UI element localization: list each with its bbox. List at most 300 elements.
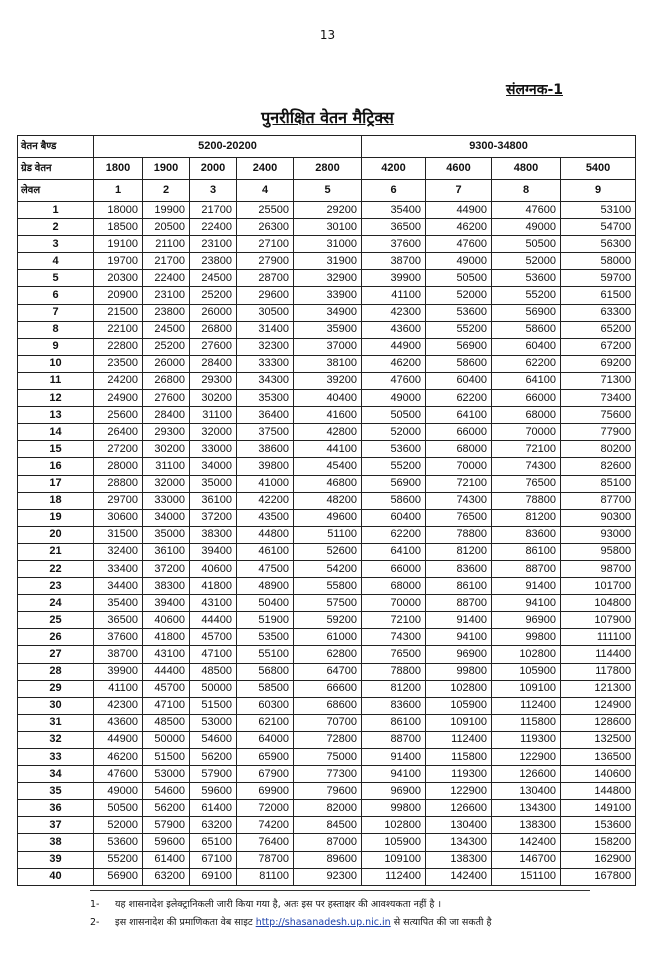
level-row [18, 180, 636, 202]
pay-value-cell: 112400 [362, 868, 426, 885]
table-row [18, 612, 636, 629]
pay-value-cell: 43600 [94, 714, 143, 731]
pay-value-cell: 46800 [294, 475, 362, 492]
pay-value-cell: 53000 [190, 714, 237, 731]
row-index-cell: 24 [18, 595, 94, 612]
row-index-cell: 31 [18, 714, 94, 731]
pay-value-cell: 29700 [94, 492, 143, 509]
pay-value-cell: 65900 [237, 749, 294, 766]
pay-value-cell: 70700 [294, 714, 362, 731]
pay-band-2: 9300-34800 [362, 136, 636, 158]
pay-value-cell: 52000 [426, 287, 492, 304]
pay-value-cell: 36100 [143, 543, 190, 560]
footnote-1 [90, 897, 441, 910]
pay-value-cell: 64100 [426, 407, 492, 424]
pay-value-cell: 111100 [561, 629, 636, 646]
pay-value-cell: 109100 [362, 851, 426, 868]
pay-value-cell: 44800 [237, 526, 294, 543]
pay-value-cell: 82600 [561, 458, 636, 475]
pay-value-cell: 83600 [426, 560, 492, 577]
pay-value-cell: 28400 [190, 355, 237, 372]
pay-value-cell: 39800 [237, 458, 294, 475]
pay-value-cell: 82000 [294, 800, 362, 817]
pay-value-cell: 40600 [143, 612, 190, 629]
verification-link[interactable]: http://shasanadesh.up.nic.in [255, 917, 391, 928]
pay-value-cell: 96900 [492, 612, 561, 629]
pay-value-cell: 18500 [94, 219, 143, 236]
footnote-2 [90, 915, 492, 928]
row-index-cell: 3 [18, 236, 94, 253]
pay-value-cell: 99800 [426, 663, 492, 680]
pay-value-cell: 96900 [426, 646, 492, 663]
row-index-cell: 20 [18, 526, 94, 543]
pay-value-cell: 40600 [190, 560, 237, 577]
pay-value-cell: 65100 [190, 834, 237, 851]
level-header-cell: 3 [190, 180, 237, 202]
pay-value-cell: 138300 [492, 817, 561, 834]
pay-value-cell: 39900 [362, 270, 426, 287]
pay-value-cell: 47600 [492, 202, 561, 219]
pay-value-cell: 32000 [190, 424, 237, 441]
pay-value-cell: 48500 [143, 714, 190, 731]
pay-value-cell: 55200 [426, 321, 492, 338]
pay-value-cell: 53600 [492, 270, 561, 287]
pay-value-cell: 44100 [294, 441, 362, 458]
pay-value-cell: 28800 [94, 475, 143, 492]
pay-value-cell: 41100 [94, 680, 143, 697]
table-row [18, 629, 636, 646]
pay-value-cell: 29600 [237, 287, 294, 304]
pay-value-cell: 54700 [561, 219, 636, 236]
pay-value-cell: 45700 [143, 680, 190, 697]
pay-value-cell: 23500 [94, 355, 143, 372]
pay-value-cell: 90300 [561, 509, 636, 526]
pay-value-cell: 50500 [362, 407, 426, 424]
pay-value-cell: 78700 [237, 851, 294, 868]
pay-value-cell: 28700 [237, 270, 294, 287]
row-index-cell: 11 [18, 372, 94, 389]
pay-value-cell: 24500 [143, 321, 190, 338]
pay-value-cell: 54600 [143, 783, 190, 800]
pay-value-cell: 31500 [94, 526, 143, 543]
pay-value-cell: 23100 [190, 236, 237, 253]
pay-value-cell: 61400 [190, 800, 237, 817]
pay-value-cell: 46200 [426, 219, 492, 236]
pay-value-cell: 59600 [190, 783, 237, 800]
pay-value-cell: 28000 [94, 458, 143, 475]
pay-value-cell: 95800 [561, 543, 636, 560]
pay-value-cell: 44900 [94, 731, 143, 748]
pay-value-cell: 63300 [561, 304, 636, 321]
pay-value-cell: 72100 [362, 612, 426, 629]
pay-value-cell: 84500 [294, 817, 362, 834]
pay-value-cell: 74300 [362, 629, 426, 646]
pay-value-cell: 61000 [294, 629, 362, 646]
pay-value-cell: 21700 [190, 202, 237, 219]
table-row [18, 253, 636, 270]
pay-value-cell: 140600 [561, 766, 636, 783]
pay-value-cell: 51100 [294, 526, 362, 543]
grade-pay-cell: 4200 [362, 158, 426, 180]
table-row [18, 680, 636, 697]
pay-value-cell: 87700 [561, 492, 636, 509]
pay-value-cell: 71300 [561, 372, 636, 389]
pay-value-cell: 22100 [94, 321, 143, 338]
footnote-2-text: इस शासनादेश की प्रमाणिकता वेब साइट [115, 917, 253, 928]
pay-value-cell: 26000 [143, 355, 190, 372]
pay-value-cell: 63200 [143, 868, 190, 885]
pay-value-cell: 38300 [143, 578, 190, 595]
pay-value-cell: 119300 [426, 766, 492, 783]
pay-value-cell: 102800 [362, 817, 426, 834]
pay-value-cell: 45400 [294, 458, 362, 475]
pay-value-cell: 32000 [143, 475, 190, 492]
pay-value-cell: 86100 [362, 714, 426, 731]
pay-value-cell: 20500 [143, 219, 190, 236]
pay-value-cell: 76500 [426, 509, 492, 526]
pay-value-cell: 36500 [362, 219, 426, 236]
row-index-cell: 16 [18, 458, 94, 475]
pay-value-cell: 51900 [237, 612, 294, 629]
pay-value-cell: 38700 [94, 646, 143, 663]
pay-value-cell: 26800 [190, 321, 237, 338]
pay-value-cell: 91400 [426, 612, 492, 629]
pay-value-cell: 98700 [561, 560, 636, 577]
pay-value-cell: 26400 [94, 424, 143, 441]
pay-value-cell: 64100 [492, 372, 561, 389]
pay-value-cell: 88700 [426, 595, 492, 612]
pay-value-cell: 33400 [94, 560, 143, 577]
pay-value-cell: 105900 [426, 697, 492, 714]
footnote-1-text: यह शासनादेश इलेक्ट्रानिकली जारी किया गया है, अतः इस पर हस्ताक्षर की आवश्यकता नहीं है । [115, 899, 442, 910]
pay-value-cell: 65200 [561, 321, 636, 338]
pay-value-cell: 46200 [94, 749, 143, 766]
pay-value-cell: 61500 [561, 287, 636, 304]
grade-pay-cell: 4800 [492, 158, 561, 180]
row-index-cell: 32 [18, 731, 94, 748]
pay-value-cell: 53600 [426, 304, 492, 321]
pay-value-cell: 24200 [94, 372, 143, 389]
pay-value-cell: 24900 [94, 390, 143, 407]
pay-value-cell: 30100 [294, 219, 362, 236]
pay-value-cell: 30500 [237, 304, 294, 321]
pay-value-cell: 66000 [492, 390, 561, 407]
table-row [18, 578, 636, 595]
pay-value-cell: 69200 [561, 355, 636, 372]
pay-value-cell: 105900 [492, 663, 561, 680]
pay-value-cell: 167800 [561, 868, 636, 885]
pay-value-cell: 29200 [294, 202, 362, 219]
pay-value-cell: 66000 [426, 424, 492, 441]
pay-value-cell: 72100 [426, 475, 492, 492]
table-row [18, 509, 636, 526]
row-index-cell: 25 [18, 612, 94, 629]
pay-band-1: 5200-20200 [94, 136, 362, 158]
pay-value-cell: 25200 [143, 338, 190, 355]
pay-value-cell: 88700 [362, 731, 426, 748]
pay-value-cell: 25200 [190, 287, 237, 304]
pay-value-cell: 91400 [362, 749, 426, 766]
grade-pay-label: ग्रेड वेतन [18, 158, 94, 180]
row-index-cell: 27 [18, 646, 94, 663]
table-row [18, 646, 636, 663]
pay-value-cell: 126600 [492, 766, 561, 783]
table-row [18, 390, 636, 407]
pay-value-cell: 78800 [492, 492, 561, 509]
pay-value-cell: 68600 [294, 697, 362, 714]
pay-value-cell: 39400 [190, 543, 237, 560]
pay-value-cell: 76500 [362, 646, 426, 663]
pay-value-cell: 44900 [426, 202, 492, 219]
pay-value-cell: 30600 [94, 509, 143, 526]
pay-value-cell: 52000 [94, 817, 143, 834]
pay-value-cell: 50500 [426, 270, 492, 287]
pay-value-cell: 101700 [561, 578, 636, 595]
level-header-cell: 8 [492, 180, 561, 202]
row-index-cell: 37 [18, 817, 94, 834]
pay-value-cell: 33300 [237, 355, 294, 372]
pay-value-cell: 58500 [237, 680, 294, 697]
row-index-cell: 40 [18, 868, 94, 885]
pay-value-cell: 52000 [492, 253, 561, 270]
pay-value-cell: 22400 [190, 219, 237, 236]
pay-value-cell: 79600 [294, 783, 362, 800]
pay-value-cell: 48200 [294, 492, 362, 509]
pay-value-cell: 23800 [143, 304, 190, 321]
pay-value-cell: 60400 [362, 509, 426, 526]
pay-value-cell: 19100 [94, 236, 143, 253]
pay-value-cell: 74200 [237, 817, 294, 834]
pay-value-cell: 41600 [294, 407, 362, 424]
pay-value-cell: 27600 [143, 390, 190, 407]
table-row [18, 458, 636, 475]
pay-value-cell: 43500 [237, 509, 294, 526]
pay-value-cell: 114400 [561, 646, 636, 663]
pay-value-cell: 56900 [426, 338, 492, 355]
pay-value-cell: 88700 [492, 560, 561, 577]
pay-value-cell: 76400 [237, 834, 294, 851]
pay-value-cell: 55200 [492, 287, 561, 304]
pay-value-cell: 34900 [294, 304, 362, 321]
pay-value-cell: 53000 [143, 766, 190, 783]
pay-value-cell: 83600 [492, 526, 561, 543]
pay-matrix-body [18, 202, 636, 886]
pay-value-cell: 57500 [294, 595, 362, 612]
pay-value-cell: 60400 [426, 372, 492, 389]
row-index-cell: 36 [18, 800, 94, 817]
pay-value-cell: 76500 [492, 475, 561, 492]
pay-value-cell: 124900 [561, 697, 636, 714]
pay-value-cell: 38600 [237, 441, 294, 458]
pay-value-cell: 55100 [237, 646, 294, 663]
pay-value-cell: 51500 [190, 697, 237, 714]
pay-value-cell: 62200 [426, 390, 492, 407]
grade-pay-cell: 2000 [190, 158, 237, 180]
table-row [18, 817, 636, 834]
pay-value-cell: 56900 [94, 868, 143, 885]
pay-value-cell: 26000 [190, 304, 237, 321]
pay-value-cell: 149100 [561, 800, 636, 817]
pay-value-cell: 33000 [143, 492, 190, 509]
pay-value-cell: 64000 [237, 731, 294, 748]
table-row [18, 868, 636, 885]
pay-value-cell: 37200 [190, 509, 237, 526]
row-index-cell: 35 [18, 783, 94, 800]
pay-value-cell: 112400 [426, 731, 492, 748]
table-row [18, 595, 636, 612]
row-index-cell: 9 [18, 338, 94, 355]
table-row [18, 202, 636, 219]
pay-value-cell: 70000 [492, 424, 561, 441]
pay-value-cell: 132500 [561, 731, 636, 748]
row-index-cell: 5 [18, 270, 94, 287]
row-index-cell: 1 [18, 202, 94, 219]
table-row [18, 543, 636, 560]
pay-value-cell: 37600 [94, 629, 143, 646]
pay-value-cell: 49000 [362, 390, 426, 407]
pay-value-cell: 87000 [294, 834, 362, 851]
pay-value-cell: 41100 [362, 287, 426, 304]
pay-value-cell: 31900 [294, 253, 362, 270]
pay-value-cell: 54200 [294, 560, 362, 577]
pay-value-cell: 112400 [492, 697, 561, 714]
pay-value-cell: 55200 [94, 851, 143, 868]
table-row [18, 560, 636, 577]
pay-value-cell: 45700 [190, 629, 237, 646]
table-row [18, 526, 636, 543]
table-row [18, 407, 636, 424]
table-row [18, 783, 636, 800]
pay-value-cell: 52000 [362, 424, 426, 441]
grade-pay-cell: 1900 [143, 158, 190, 180]
pay-value-cell: 23100 [143, 287, 190, 304]
pay-value-cell: 34400 [94, 578, 143, 595]
row-index-cell: 2 [18, 219, 94, 236]
pay-value-cell: 21700 [143, 253, 190, 270]
pay-value-cell: 77300 [294, 766, 362, 783]
pay-value-cell: 91400 [492, 578, 561, 595]
pay-value-cell: 134300 [492, 800, 561, 817]
pay-value-cell: 56900 [492, 304, 561, 321]
pay-value-cell: 19700 [94, 253, 143, 270]
pay-value-cell: 34000 [190, 458, 237, 475]
pay-value-cell: 33900 [294, 287, 362, 304]
table-row [18, 287, 636, 304]
pay-value-cell: 64100 [362, 543, 426, 560]
pay-value-cell: 39200 [294, 372, 362, 389]
pay-value-cell: 57900 [143, 817, 190, 834]
row-index-cell: 19 [18, 509, 94, 526]
grade-pay-cell: 2400 [237, 158, 294, 180]
table-row [18, 219, 636, 236]
level-header-cell: 7 [426, 180, 492, 202]
pay-value-cell: 69900 [237, 783, 294, 800]
pay-value-cell: 58000 [561, 253, 636, 270]
pay-value-cell: 47100 [190, 646, 237, 663]
pay-value-cell: 134300 [426, 834, 492, 851]
pay-value-cell: 50500 [492, 236, 561, 253]
pay-value-cell: 70000 [362, 595, 426, 612]
pay-value-cell: 21100 [143, 236, 190, 253]
pay-value-cell: 42800 [294, 424, 362, 441]
pay-value-cell: 31000 [294, 236, 362, 253]
pay-value-cell: 41000 [237, 475, 294, 492]
level-header-cell: 5 [294, 180, 362, 202]
pay-value-cell: 99800 [362, 800, 426, 817]
pay-value-cell: 122900 [426, 783, 492, 800]
pay-value-cell: 44400 [190, 612, 237, 629]
pay-value-cell: 36500 [94, 612, 143, 629]
pay-value-cell: 153600 [561, 817, 636, 834]
pay-value-cell: 35400 [362, 202, 426, 219]
row-index-cell: 38 [18, 834, 94, 851]
pay-value-cell: 21500 [94, 304, 143, 321]
pay-value-cell: 62800 [294, 646, 362, 663]
table-row [18, 697, 636, 714]
pay-value-cell: 42300 [362, 304, 426, 321]
pay-value-cell: 37200 [143, 560, 190, 577]
level-header-cell: 6 [362, 180, 426, 202]
pay-value-cell: 94100 [426, 629, 492, 646]
pay-value-cell: 36400 [237, 407, 294, 424]
pay-value-cell: 50000 [190, 680, 237, 697]
pay-value-cell: 47500 [237, 560, 294, 577]
row-index-cell: 21 [18, 543, 94, 560]
pay-value-cell: 117800 [561, 663, 636, 680]
row-index-cell: 29 [18, 680, 94, 697]
pay-value-cell: 26300 [237, 219, 294, 236]
pay-value-cell: 54600 [190, 731, 237, 748]
pay-value-cell: 37600 [362, 236, 426, 253]
pay-value-cell: 24500 [190, 270, 237, 287]
pay-value-cell: 31400 [237, 321, 294, 338]
pay-value-cell: 89600 [294, 851, 362, 868]
pay-value-cell: 56200 [143, 800, 190, 817]
pay-value-cell: 81200 [362, 680, 426, 697]
pay-value-cell: 107900 [561, 612, 636, 629]
pay-value-cell: 74300 [426, 492, 492, 509]
pay-value-cell: 27600 [190, 338, 237, 355]
pay-value-cell: 68000 [426, 441, 492, 458]
pay-value-cell: 29300 [143, 424, 190, 441]
pay-value-cell: 92300 [294, 868, 362, 885]
pay-value-cell: 22800 [94, 338, 143, 355]
pay-value-cell: 138300 [426, 851, 492, 868]
pay-value-cell: 43100 [143, 646, 190, 663]
pay-value-cell: 49000 [426, 253, 492, 270]
pay-value-cell: 53100 [561, 202, 636, 219]
row-index-cell: 13 [18, 407, 94, 424]
pay-value-cell: 58600 [426, 355, 492, 372]
row-index-cell: 22 [18, 560, 94, 577]
pay-value-cell: 59200 [294, 612, 362, 629]
level-header-cell: 2 [143, 180, 190, 202]
table-row [18, 475, 636, 492]
pay-value-cell: 43100 [190, 595, 237, 612]
table-row [18, 731, 636, 748]
row-index-cell: 28 [18, 663, 94, 680]
pay-value-cell: 119300 [492, 731, 561, 748]
pay-value-cell: 126600 [426, 800, 492, 817]
pay-value-cell: 25500 [237, 202, 294, 219]
footer-divider [90, 890, 590, 891]
pay-value-cell: 42200 [237, 492, 294, 509]
row-index-cell: 39 [18, 851, 94, 868]
pay-value-cell: 115800 [426, 749, 492, 766]
pay-value-cell: 94100 [362, 766, 426, 783]
row-index-cell: 34 [18, 766, 94, 783]
pay-value-cell: 38700 [362, 253, 426, 270]
